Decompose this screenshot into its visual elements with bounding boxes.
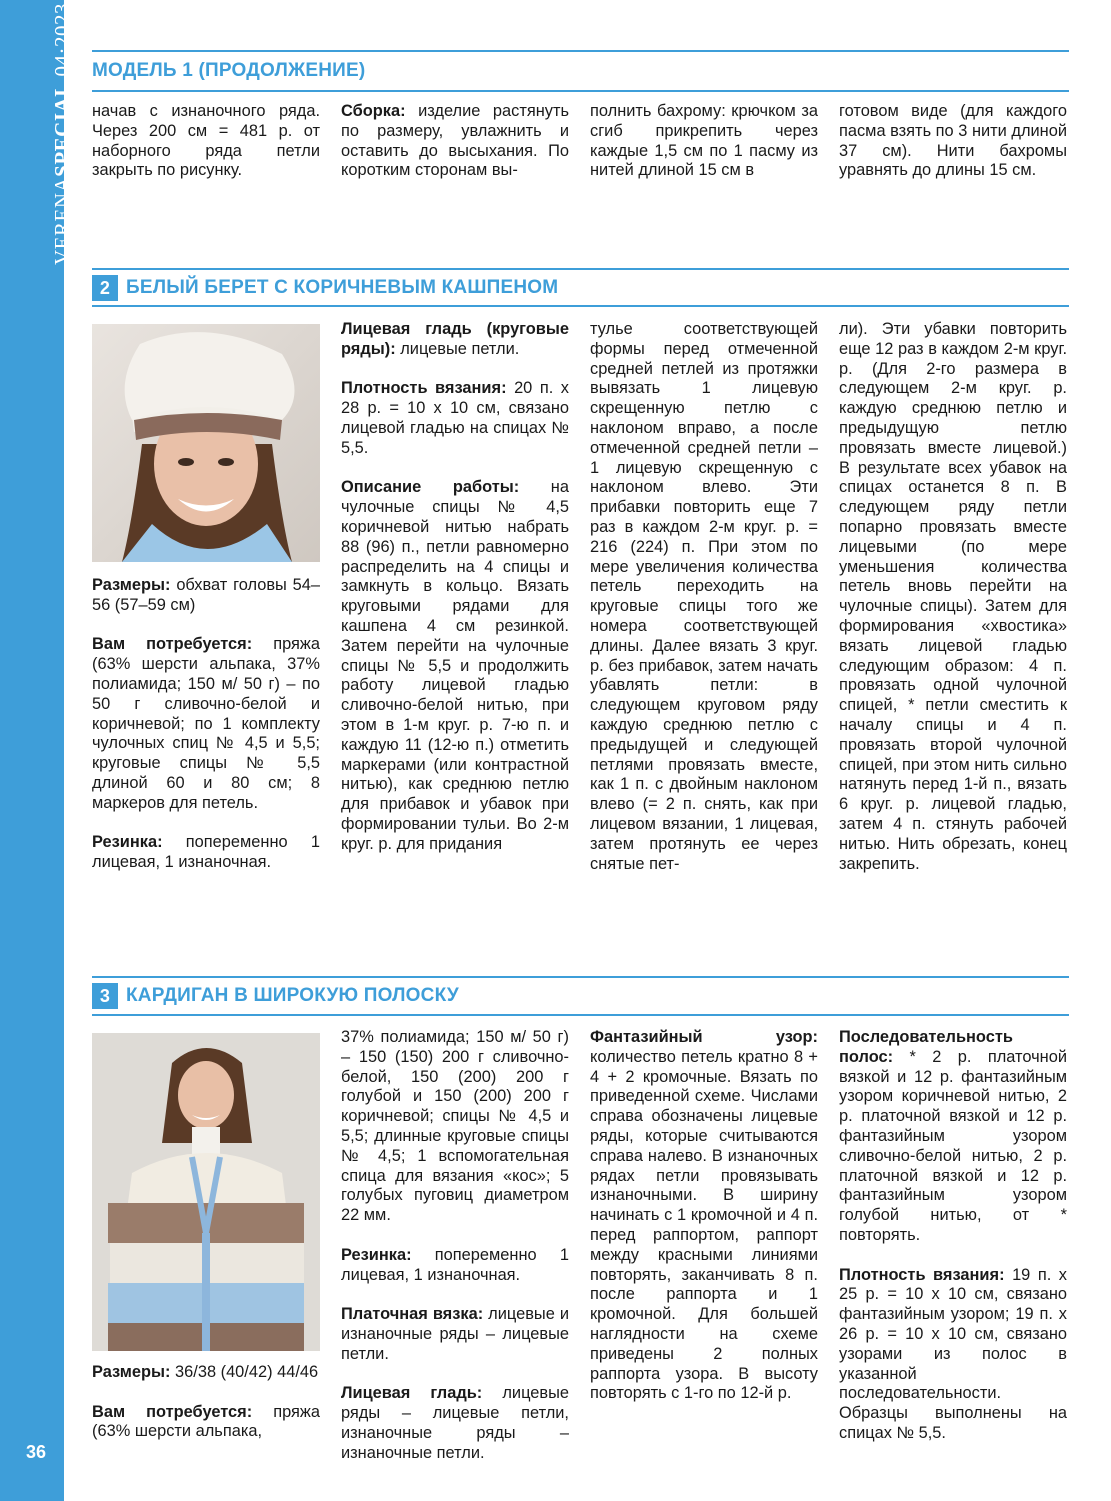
paragraph bbox=[92, 833, 320, 873]
section-rule-bottom bbox=[92, 90, 1069, 92]
section3-heading bbox=[92, 983, 459, 1009]
text: на чулочные спицы № 4,5 коричневой нитью набрать 88 (96) п., петли равномерно распределить на 4 спицы и замкнуть в кольцо. Вязать круговыми рядами для кашпена 4 см резинкой. Затем перейти на чулочные спицы № 5,5 и продолжить работу лицевой гладью сливочно-белой нитью, при этом в 1-м круг. р. 7-ю п. и каждую 11 (12-ю п.) отметить маркерами (или контрастной нитью), как среднюю петлю для прибавок и убавок при формировании тульи. Во 2-м круг. р. для придания bbox=[341, 478, 569, 853]
text: 19 п. х 25 р. = 10 х 10 см, связано фантазийным узором; 19 п. х 26 р. = 10 х 10 см, связано узорами из полос в указанной последовательности. Образцы выполнены на спицах № 5,5. bbox=[839, 1265, 1067, 1442]
text: пряжа (63% шерсти альпака, bbox=[92, 1402, 320, 1441]
text: пряжа (63% шерсти альпака, 37% полиамида; 150 м/ 50 г) – по 50 г сливочно-белой и коричневой; по 1 комплекту чулочных спиц № 4,5 и 5,5; круговые спицы № 5,5 длиной 60 и 80 см; 8 маркеров для петель. bbox=[92, 635, 320, 812]
text: изделие растянуть по размеру, увлажнить и оставить до высыхания. По коротким сторонам вы- bbox=[341, 102, 569, 180]
magazine-title bbox=[50, 3, 75, 265]
label: Размеры: bbox=[92, 576, 171, 594]
label: Размеры: bbox=[92, 1363, 171, 1381]
section2-col3 bbox=[590, 320, 818, 874]
label: Лицевая гладь (круговые ряды): bbox=[341, 320, 569, 358]
paragraph: готовом виде (для каждого пасма взять по 3 нити длиной 37 см). Нити бахромы уравнять до длины 15 см. bbox=[839, 102, 1067, 180]
label: Описание работы: bbox=[341, 478, 520, 497]
magazine-brand: VERENA bbox=[50, 176, 74, 265]
text: лицевые петли. bbox=[395, 339, 520, 358]
section-rule-bottom bbox=[92, 1014, 1069, 1016]
paragraph: тулье соответствующей формы перед отмеченной средней петлей из протяжки вывязать 1 лицевую скрещенную петлю с наклоном вправо, а после отмеченной средней петли – 1 лицевую скрещенную с наклоном влево. Эти прибавки повторить еще 7 раз в каждом 2-м круг. р. = 216 (224) п. При этом по мере увеличения количества петель переходить на круговые спицы того же номера соответствующей длины. Далее вязать 3 круг. р. без прибавок, затем начать убавлять петли: в следующем круговом ряду каждую среднюю петлю с предыдущей и следующей петлями провязать вместе, как 1 п. с двойным наклоном влево (= 2 п. снять, как при лицевом вязании, 1 лицевая, затем протянуть ее через снятые пет- bbox=[590, 320, 818, 873]
paragraph bbox=[92, 1403, 320, 1443]
section-rule-bottom bbox=[92, 305, 1069, 307]
section1-col2 bbox=[341, 102, 569, 181]
text: * 2 р. платочной вязкой и 12 р. фантазийным узором коричневой нитью, 2 р. платочной вязкой и 12 р. фантазийным узором сливочно-белой нитью, 2 р. платочной вязкой и 12 р. фантазийным узором голубой нитью, от * повторять. bbox=[839, 1047, 1067, 1244]
paragraph bbox=[341, 1384, 569, 1463]
label: Сборка: bbox=[341, 102, 406, 120]
paragraph bbox=[839, 1028, 1067, 1246]
paragraph: начав с изнаночного ряда. Через 200 см = 481 р. от наборного ряда петли закрыть по рисунку. bbox=[92, 102, 320, 180]
page-number: 36 bbox=[26, 1442, 47, 1462]
cardigan-photo bbox=[92, 1033, 320, 1351]
text: попеременно 1 лицевая, 1 изнаночная. bbox=[341, 1245, 569, 1284]
paragraph bbox=[92, 635, 320, 813]
paragraph bbox=[839, 1266, 1067, 1444]
section1-col1 bbox=[92, 102, 320, 181]
section3-col4 bbox=[839, 1028, 1067, 1444]
text: лицевые и изнаночные ряды – лицевые петли. bbox=[341, 1305, 569, 1363]
label: Фантазийный узор: bbox=[590, 1028, 818, 1046]
label: Платочная вязка: bbox=[341, 1305, 484, 1324]
text: обхват головы 54–56 (57–59 см) bbox=[92, 576, 320, 614]
text: 36/38 (40/42) 44/46 bbox=[170, 1363, 319, 1381]
paragraph bbox=[92, 576, 320, 616]
paragraph bbox=[341, 478, 569, 854]
beret-photo bbox=[92, 324, 320, 562]
paragraph: ли). Эти убавки повторить еще 12 раз в каждом 2-м круг. р. (Для 2-го размера в следующем 2-м круг. р. каждую среднюю петлю и предыдущую петлю провязать вместе лицевой.) В результате всех убавок на спицах останется 8 п. В следующем ряду петли попарно провязать вместе лицевыми (по мере уменьшения количества петель вновь перейти на чулочные спицы). Затем для формирования «хвостика» вязать лицевой гладью следующим образом: 4 п. провязать одной чулочной спицей, * петли сместить к началу спицы и 4 п. провязать второй чулочной спицей, при этом нить сильно натянуть перед 1-й п., вязать 6 круг. р. лицевой гладью, затем 4 п. стянуть рабочей нитью. Нить обрезать, конец закрепить. bbox=[839, 320, 1067, 873]
section2-heading bbox=[92, 275, 558, 301]
section2-col4 bbox=[839, 320, 1067, 874]
label: Резинка: bbox=[92, 833, 163, 852]
paragraph bbox=[341, 102, 569, 181]
paragraph: полнить бахрому: крючком за сгиб прикрепить через каждые 1,5 см по 1 пасму из нитей длиной 15 см в bbox=[590, 102, 818, 180]
paragraph bbox=[92, 1363, 320, 1383]
section1-heading bbox=[92, 58, 365, 84]
label: Лицевая гладь: bbox=[341, 1384, 483, 1403]
section-rule-top bbox=[92, 268, 1069, 270]
section1-col4 bbox=[839, 102, 1067, 181]
section3-col1 bbox=[92, 1363, 320, 1442]
text: количество петель кратно 8 + 4 + 2 кромочные. Вязать по приведенной схеме. Числами справа обозначены лицевые ряды, которые считываются справа налево. В изнаночных рядах петли провязывать изнаночными. В ширину начинать с 1 кромочной и 4 п. перед раппортом, раппорт между красными линиями повторять, заканчивать 8 п. после раппорта и 1 кромочной. Для большей наглядности на схеме приведены 2 полных раппорта узора. В высоту повторять с 1-го по 12-й р. bbox=[590, 1047, 818, 1403]
paragraph bbox=[341, 320, 569, 360]
paragraph bbox=[590, 1028, 818, 1404]
section-rule-top bbox=[92, 50, 1069, 52]
label: Плотность вязания: bbox=[839, 1265, 1005, 1284]
magazine-issue: 04·2023 bbox=[50, 3, 74, 77]
label: Последовательность полос: bbox=[839, 1028, 1013, 1066]
section2-title: БЕЛЫЙ БЕРЕТ С КОРИЧНЕВЫМ КАШПЕНОМ bbox=[126, 277, 559, 298]
section1-col3 bbox=[590, 102, 818, 181]
section-rule-top bbox=[92, 976, 1069, 978]
section3-number: 3 bbox=[92, 983, 118, 1009]
paragraph bbox=[341, 1246, 569, 1286]
label: Плотность вязания: bbox=[341, 379, 507, 398]
section2-number: 2 bbox=[92, 275, 118, 301]
section2-col2 bbox=[341, 320, 569, 855]
text: попеременно 1 лицевая, 1 изнаночная. bbox=[92, 833, 320, 872]
paragraph bbox=[341, 379, 569, 458]
text: лицевые ряды – лицевые петли, изнаночные ряды – изнаночные петли. bbox=[341, 1384, 570, 1462]
label: Резинка: bbox=[341, 1245, 412, 1264]
label: Вам потребуется: bbox=[92, 635, 253, 654]
section3-col3 bbox=[590, 1028, 818, 1404]
section2-col1 bbox=[92, 576, 320, 873]
section3-col2 bbox=[341, 1028, 569, 1464]
magazine-special: SPECIAL bbox=[50, 82, 74, 177]
label: Вам потребуется: bbox=[92, 1402, 253, 1421]
section1-title: МОДЕЛЬ 1 (ПРОДОЛЖЕНИЕ) bbox=[92, 60, 366, 81]
text: 20 п. х 28 р. = 10 х 10 см, связано лицевой гладью на спицах № 5,5. bbox=[341, 379, 569, 457]
section3-title: КАРДИГАН В ШИРОКУЮ ПОЛОСКУ bbox=[126, 985, 459, 1006]
paragraph: 37% полиамида; 150 м/ 50 г) – 150 (150) 200 г сливочно-белой, 150 (200) 200 г голубой и 150 (200) 200 г коричневой; спицы № 4,5 и 5,5; длинные круговые спицы № 4,5; 1 вспомогательная спица для вязания «кос»; 5 голубых пуговиц диаметром 22 мм. bbox=[341, 1028, 569, 1225]
paragraph bbox=[341, 1305, 569, 1364]
